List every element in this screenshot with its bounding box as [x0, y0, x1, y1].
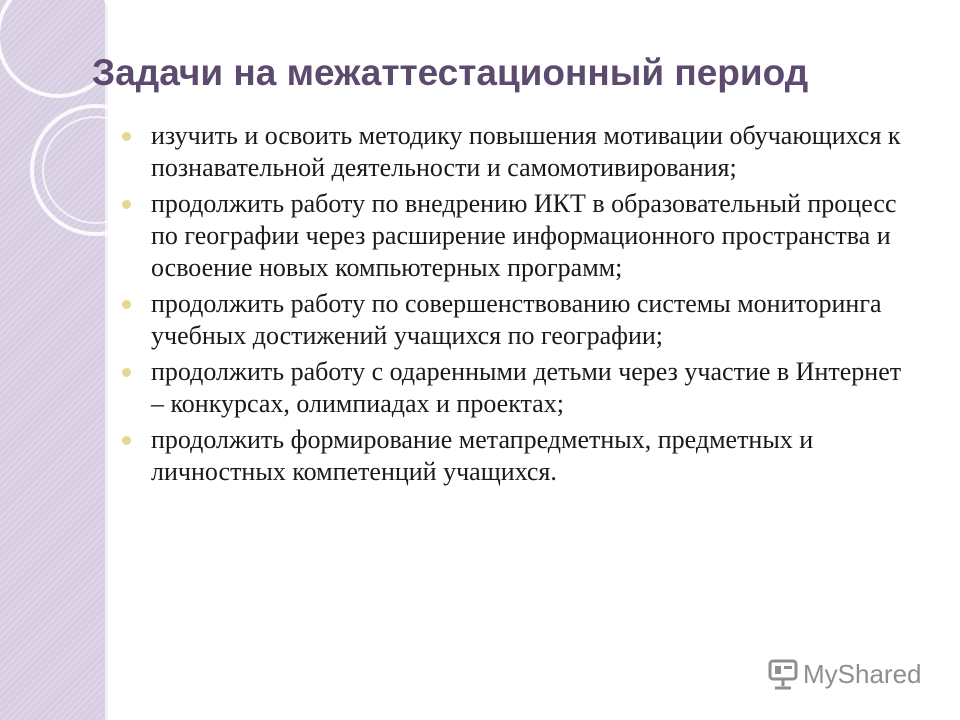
list-item	[122, 356, 912, 420]
list-item-text: изучить и освоить методику повышения мотивации обучающихся к познавательной деятельности и самомотивирования;	[151, 121, 901, 182]
list-item-text: продолжить формирование метапредметных, предметных и личностных компетенций учащихся.	[151, 425, 814, 486]
list-item	[122, 120, 912, 184]
slide-title: Задачи на межаттестационный период	[92, 52, 809, 93]
myshared-watermark[interactable]	[766, 656, 922, 692]
list-item	[122, 188, 912, 284]
bullet-dot-icon	[122, 132, 131, 141]
bullet-dot-icon	[122, 200, 131, 209]
bullet-dot-icon	[122, 368, 131, 377]
watermark-label: MyShared	[803, 658, 922, 689]
list-item	[122, 288, 912, 352]
list-item	[122, 424, 912, 488]
list-item-text: продолжить работу с одаренными детьми через участие в Интернет – конкурсах, олимпиадах и проектах;	[151, 357, 902, 418]
bullet-dot-icon	[122, 436, 131, 445]
list-item-text: продолжить работу по совершенствованию системы мониторинга учебных достижений учащихся по географии;	[151, 289, 882, 350]
task-list	[122, 120, 912, 492]
bullet-dot-icon	[122, 300, 131, 309]
presentation-board-icon	[766, 657, 800, 691]
list-item-text: продолжить работу по внедрению ИКТ в образовательный процесс по географии через расширение информационного пространства и освоение новых компьютерных программ;	[151, 189, 897, 282]
